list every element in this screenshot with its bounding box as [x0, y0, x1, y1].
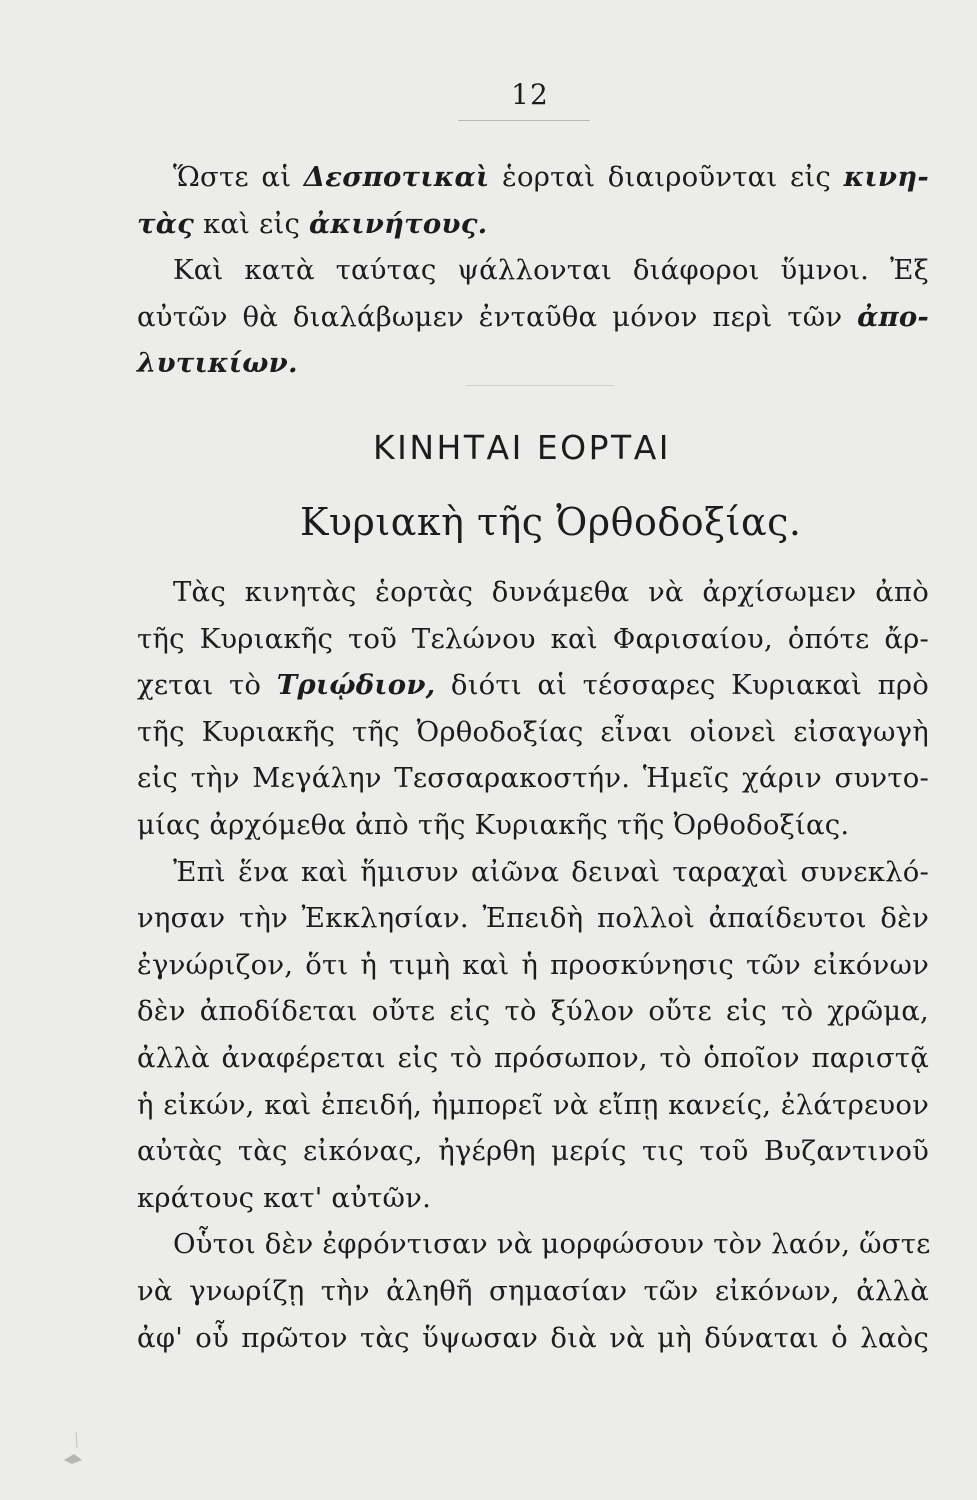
text-line	[137, 942, 929, 989]
emphasized-term: ἀπο-	[857, 300, 929, 333]
text-run: μίας ἀρχόμεθα ἀπὸ τῆς Κυριακῆς τῆς Ὀρθοδοξίας.	[137, 808, 850, 841]
page-blemish	[60, 1430, 90, 1476]
text-line	[137, 154, 929, 201]
section-divider	[466, 385, 614, 386]
section-subheading: Κυριακὴ τῆς Ὀρθοδοξίας.	[300, 500, 802, 544]
body-text	[137, 569, 929, 1361]
text-line	[137, 1128, 929, 1175]
text-line	[137, 988, 929, 1035]
text-line	[137, 1221, 929, 1268]
text-run: Καὶ κατὰ ταύτας ψάλλονται διάφοροι ὕμνοι. Ἐξ	[173, 254, 929, 287]
text-line	[137, 340, 929, 387]
text-line	[137, 849, 929, 896]
text-run: εἰς τὴν Μεγάλην Τεσσαρακοστήν. Ἡμεῖς χάριν συντο-	[137, 762, 929, 795]
text-line	[137, 895, 929, 942]
text-run: τῆς Κυριακῆς τῆς Ὀρθοδοξίας εἶναι οἱονεὶ εἰσαγωγὴ	[137, 715, 929, 748]
text-run: τῆς Κυριακῆς τοῦ Τελώνου καὶ Φαρισαίου, ὁπότε ἄρ-	[137, 622, 929, 655]
text-run: διότι αἱ τέσσαρες Κυριακαὶ πρὸ	[435, 669, 929, 702]
text-run: χεται τὸ	[137, 669, 277, 702]
text-run: ἑορταὶ διαιροῦνται εἰς	[489, 161, 844, 193]
text-line	[137, 294, 929, 341]
text-run: νησαν τὴν Ἐκκλησίαν. Ἐπειδὴ πολλοὶ ἀπαίδευτοι δὲν	[137, 902, 929, 935]
text-run: ἀφ' οὗ πρῶτον τὰς ὕψωσαν διὰ νὰ μὴ δύναται ὁ λαὸς	[137, 1321, 929, 1354]
text-line	[137, 802, 929, 849]
text-line	[137, 755, 929, 802]
text-run: ἀλλὰ ἀναφέρεται εἰς τὸ πρόσωπον, τὸ ὁποῖον παριστᾷ	[137, 1041, 929, 1074]
text-line	[137, 1315, 929, 1362]
emphasized-term: λυτικίων.	[137, 347, 298, 380]
emphasized-term: Τριῴδιον,	[276, 669, 436, 702]
text-line	[137, 709, 929, 756]
section-heading: ΚΙΝΗΤΑΙ ΕΟΡΤΑΙ	[373, 428, 672, 467]
text-run: Τὰς κινητὰς ἑορτὰς δυνάμεθα νὰ ἀρχίσωμεν ἀπὸ	[173, 576, 929, 608]
text-line	[137, 662, 929, 709]
text-run: νὰ γνωρίζῃ τὴν ἀληθῆ σημασίαν τῶν εἰκόνων, ἀλλὰ	[137, 1274, 929, 1307]
text-run: αὐτῶν θὰ διαλάβωμεν ἐνταῦθα μόνον περὶ τῶν	[137, 300, 858, 333]
text-line	[137, 1082, 929, 1129]
text-run: Ἐπὶ ἕνα καὶ ἥμισυν αἰῶνα δειναὶ ταραχαὶ συνεκλό-	[173, 855, 929, 888]
emphasized-term: ἀκινήτους.	[309, 207, 488, 240]
page-number: 12	[511, 78, 549, 111]
page-number-divider	[458, 120, 590, 121]
text-line	[137, 616, 929, 663]
text-run: δὲν ἀποδίδεται οὔτε εἰς τὸ ξύλον οὔτε εἰς τὸ χρῶμα,	[137, 995, 929, 1028]
emphasized-term: Δεσποτικαὶ	[303, 161, 490, 193]
text-run: Οὗτοι δὲν ἐφρόντισαν νὰ μορφώσουν τὸν λαόν, ὥστε	[173, 1228, 931, 1261]
text-run: ἐγνώριζον, ὅτι ἡ τιμὴ καὶ ἡ προσκύνησις τῶν εἰκόνων	[137, 948, 929, 981]
text-line	[137, 1035, 929, 1082]
emphasized-term: τὰς	[137, 207, 195, 240]
text-run: κράτους κατ' αὐτῶν.	[137, 1181, 432, 1214]
text-run: καὶ εἰς	[194, 207, 310, 240]
intro-paragraph	[137, 154, 929, 387]
text-line	[137, 201, 929, 248]
text-line	[137, 247, 929, 294]
emphasized-term: κινη-	[843, 161, 929, 193]
text-run: Ὥστε αἱ	[173, 161, 304, 193]
text-run: ἡ εἰκών, καὶ ἐπειδή, ἠμπορεῖ νὰ εἴπῃ κανείς, ἐλάτρευον	[137, 1088, 929, 1121]
text-line	[137, 1175, 929, 1222]
text-line	[137, 1268, 929, 1315]
text-line	[137, 569, 929, 616]
text-run: αὐτὰς τὰς εἰκόνας, ἠγέρθη μερίς τις τοῦ Βυζαντινοῦ	[137, 1135, 929, 1168]
